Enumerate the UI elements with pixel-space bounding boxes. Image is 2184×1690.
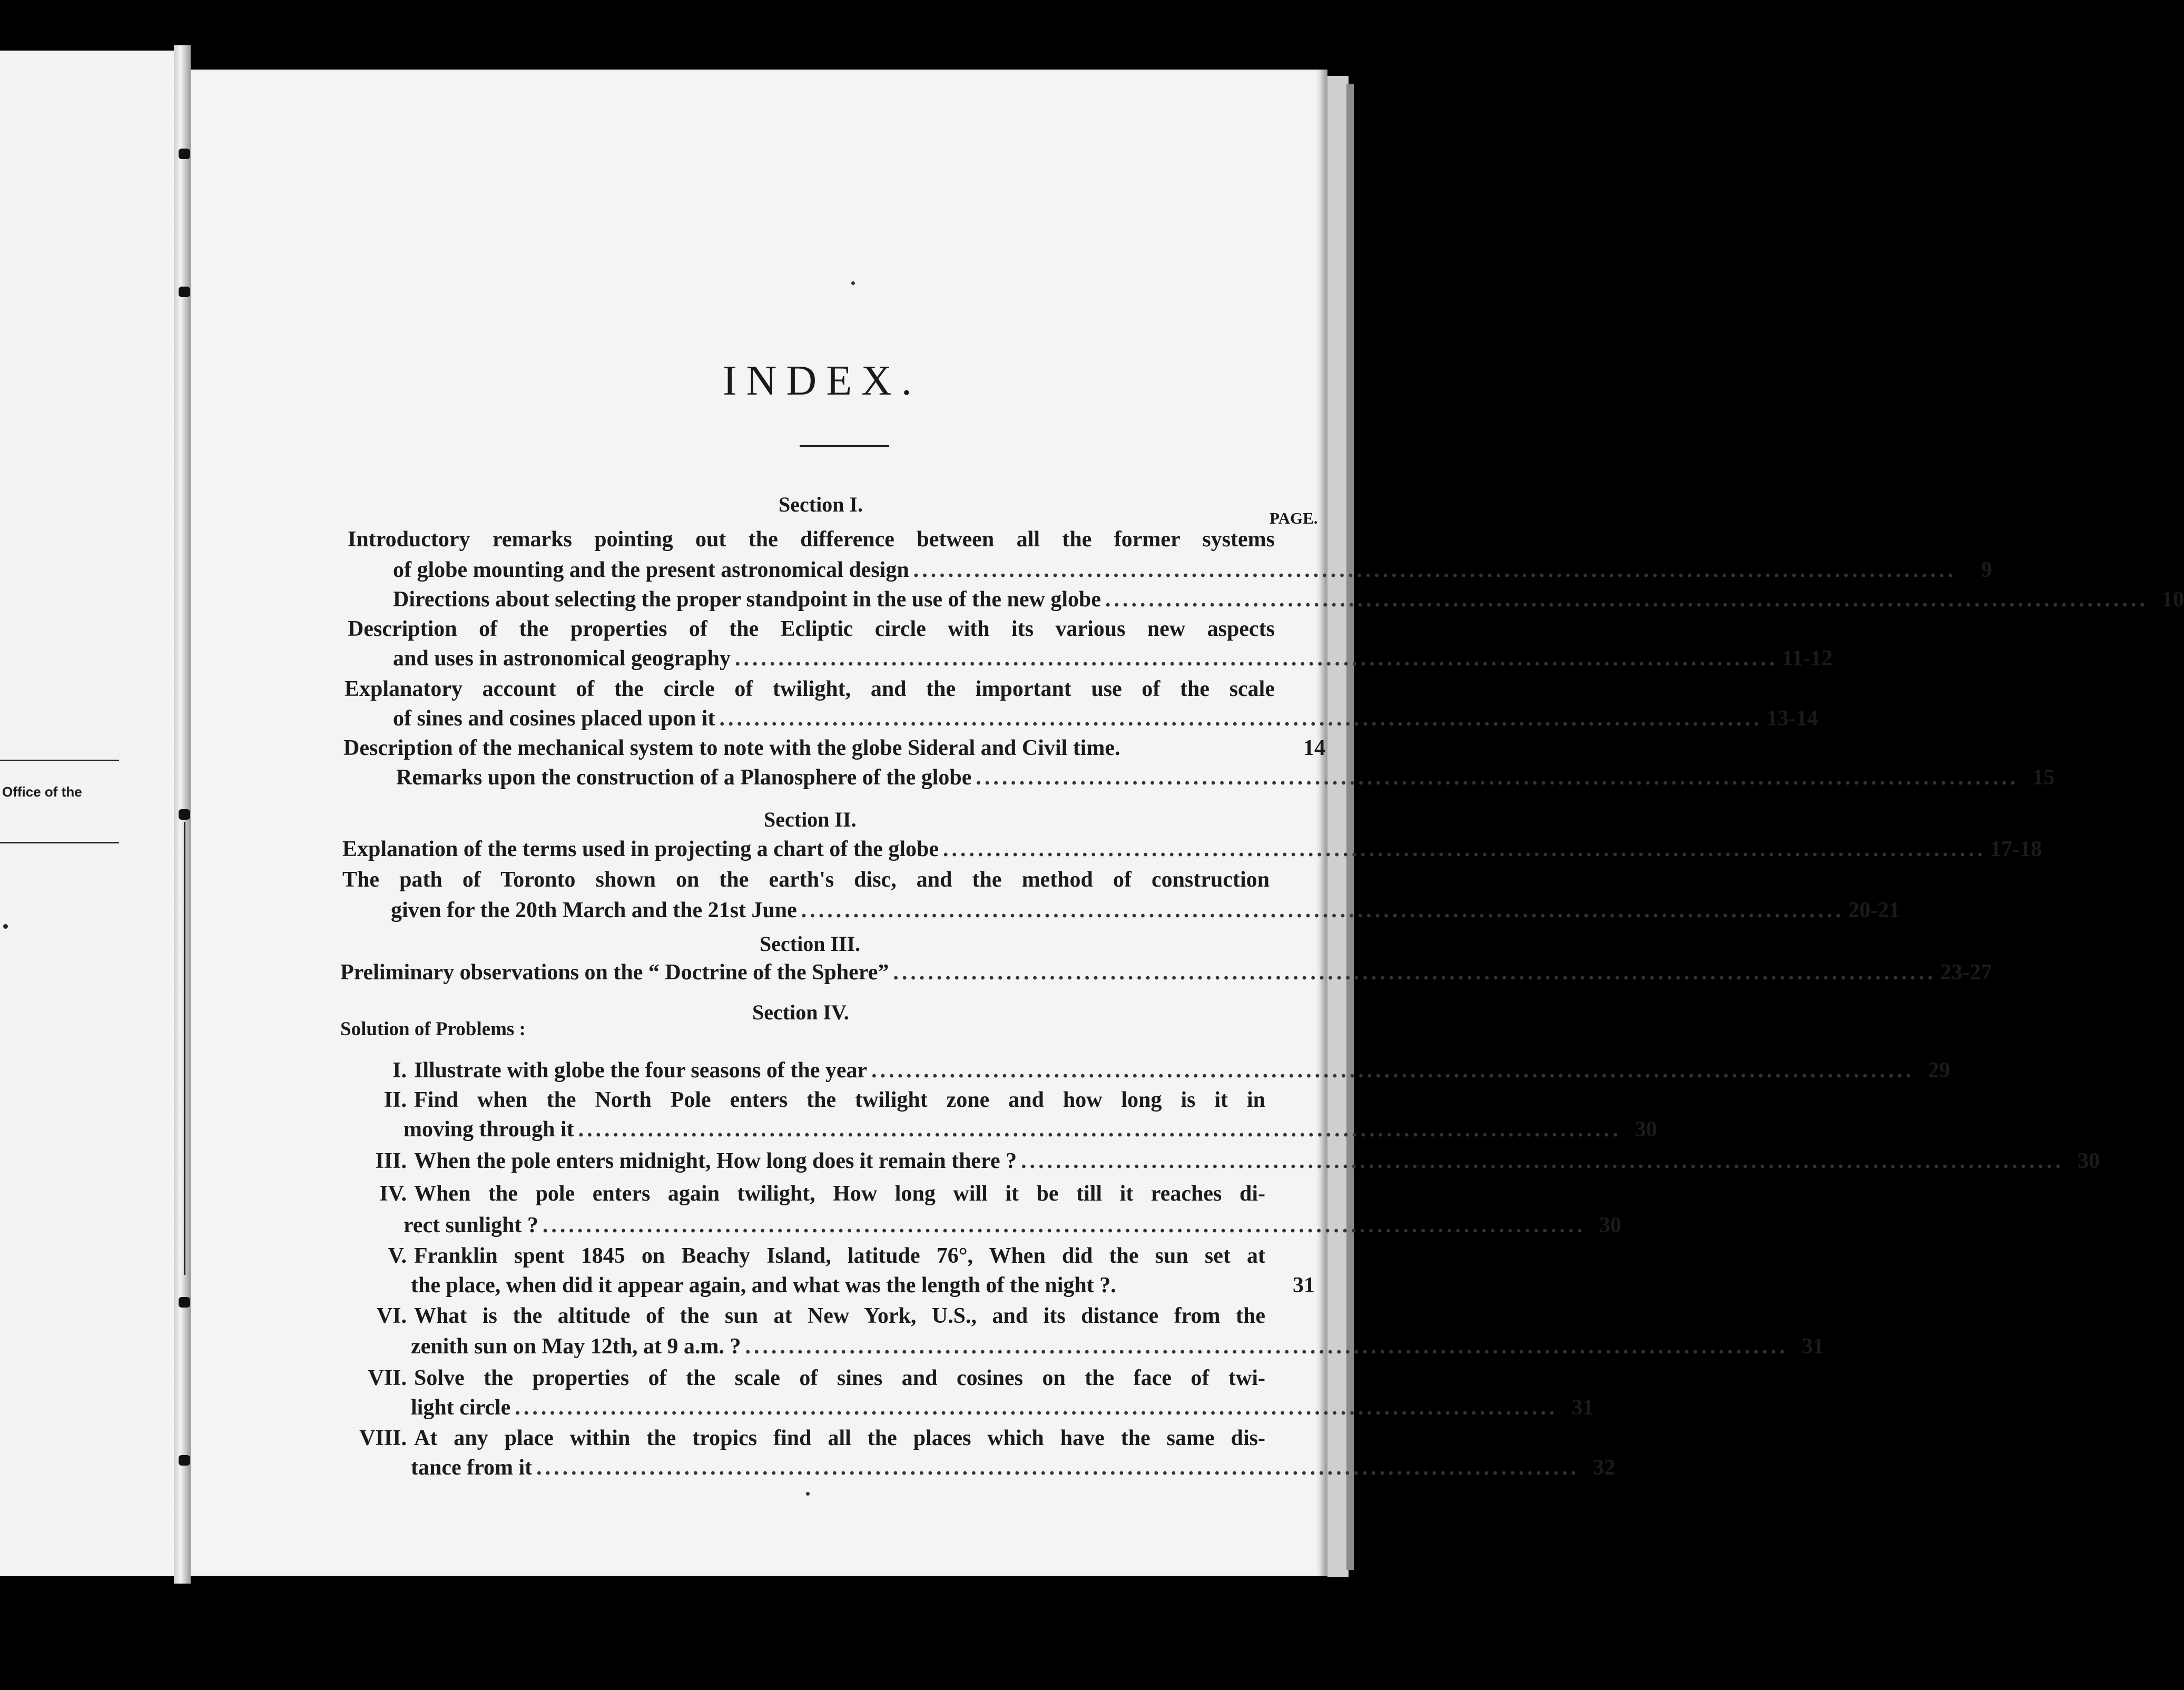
entry-text: the place, when did it appear again, and what was the length of the night ?. [411, 1273, 1116, 1298]
entry-text: of sines and cosines placed upon it [393, 706, 715, 731]
dot-leader: ........................................................................................................................ [976, 765, 2019, 790]
dot-leader: ........................................................................................................................ [719, 706, 1763, 731]
dot-leader: ........................................................................................................................ [515, 1396, 1558, 1420]
entry-text: Franklin spent 1845 on Beachy Island, latitude 76°, When did the sun set at [414, 1244, 1265, 1268]
index-entry [356, 1364, 1265, 1392]
problem-number: IV. [379, 1182, 407, 1206]
entry-text: Explanation of the terms used in projecting a chart of the globe [342, 837, 939, 861]
entry-page: 31 [1571, 1396, 1594, 1420]
left-page-note: Office of the [2, 784, 82, 800]
dot-leader: ........................................................................................................................ [871, 1058, 1915, 1083]
problem-number: VII. [368, 1366, 407, 1390]
page-column-label: PAGE. [1270, 509, 1318, 527]
dot-leader: ........................................................................................................................ [1021, 1149, 2064, 1173]
index-entry [343, 734, 1325, 762]
problem-number: III. [375, 1149, 407, 1173]
problem-number: I. [392, 1058, 407, 1083]
print-speck [806, 1492, 810, 1496]
index-entry [356, 1180, 1265, 1207]
dot-leader: ........................................................................................................................ [893, 960, 1936, 985]
entry-text: Solve the properties of the scale of sines and cosines on the face of twi- [414, 1366, 1265, 1390]
entry-text: What is the altitude of the sun at New York, U.S., and its distance from the [414, 1304, 1265, 1328]
entry-page: 30 [1599, 1213, 1621, 1237]
dot-leader: ........................................................................................................................ [913, 558, 1956, 582]
index-entry [356, 1147, 2100, 1175]
index-entry [396, 764, 2055, 791]
problem-number: VIII. [359, 1426, 407, 1450]
dot-leader: ........................................................................................................................ [578, 1117, 1621, 1142]
index-entry [391, 897, 1900, 924]
index-entry [411, 1272, 1315, 1299]
dot-leader: ........................................................................................................................ [745, 1334, 1788, 1359]
entry-text: Description of the properties of the Ecliptic circle with its various new aspects [348, 617, 1275, 641]
index-entry [393, 556, 1992, 584]
entry-text: Directions about selecting the proper standpoint in the use of the new globe [393, 587, 1101, 612]
index-entry [348, 526, 1275, 553]
dot-leader: ........................................................................................................................ [536, 1456, 1580, 1480]
index-entry [356, 1057, 1951, 1084]
entry-page: 10 [2162, 587, 2184, 612]
entry-text: Remarks upon the construction of a Planosphere of the globe [396, 765, 972, 790]
index-entry [356, 1242, 1265, 1270]
section-heading: Section III. [760, 932, 861, 956]
entry-text: The path of Toronto shown on the earth's disc, and the method of construction [342, 868, 1270, 892]
dot-leader: ........................................................................................................................ [1105, 587, 2149, 612]
index-entry [393, 645, 1833, 672]
entry-page: 14 [1303, 736, 1325, 760]
entry-text: When the pole enters again twilight, How long will it be till it reaches di- [414, 1182, 1265, 1206]
entry-text: zenith sun on May 12th, at 9 a.m. ? [411, 1334, 741, 1359]
entry-page: 31 [1293, 1273, 1315, 1298]
stitch-mark [179, 287, 190, 297]
index-entry [356, 1424, 1265, 1452]
index-entry [342, 866, 1270, 893]
problem-number: V. [388, 1244, 407, 1268]
dot-leader: ........................................................................................................................ [542, 1213, 1586, 1237]
section-heading: Section I. [779, 493, 863, 516]
section-heading: Section IV. [752, 1000, 849, 1024]
left-page-mark [3, 924, 8, 929]
entry-text: Preliminary observations on the “ Doctrine of the Sphere” [340, 960, 889, 985]
section-heading: Section II. [764, 808, 857, 831]
entry-page: 20-21 [1848, 898, 1900, 922]
stitch-mark [179, 1297, 190, 1308]
dot-leader: ........................................................................................................................ [734, 646, 1778, 671]
title-rule [800, 445, 889, 447]
index-entry [411, 1394, 1594, 1421]
entry-text: and uses in astronomical geography [393, 646, 731, 671]
entry-text: of globe mounting and the present astronomical design [393, 558, 909, 582]
entry-text: At any place within the tropics find all the places which have the same dis- [414, 1426, 1265, 1450]
index-entry [340, 959, 1992, 986]
stitch-mark [179, 809, 190, 820]
index-entry [411, 1454, 1616, 1481]
index-entry [348, 615, 1275, 643]
index-entry [345, 675, 1275, 703]
print-speck [851, 281, 855, 285]
index-entry [356, 1086, 1265, 1114]
problem-number: VI. [376, 1304, 407, 1328]
entry-page: 23-27 [1940, 960, 1992, 985]
entry-text: light circle [411, 1396, 511, 1420]
entry-text: Description of the mechanical system to note with the globe Sideral and Civil time. [343, 736, 1120, 760]
left-page-rule-top [0, 760, 119, 761]
entry-page: 30 [1635, 1117, 1657, 1142]
entry-text: Explanatory account of the circle of twilight, and the important use of the scale [345, 677, 1275, 701]
solution-of-problems-label: Solution of Problems : [340, 1018, 526, 1040]
index-entry [404, 1116, 1657, 1143]
binding-thread [184, 822, 185, 1275]
entry-page: 15 [2032, 765, 2055, 790]
entry-text: rect sunlight ? [404, 1213, 538, 1237]
left-page-rule-bottom [0, 842, 119, 843]
entry-page: 13-14 [1766, 706, 1818, 731]
entry-page: 32 [1593, 1456, 1616, 1480]
page-title: INDEX. [723, 358, 921, 404]
index-entry [404, 1212, 1621, 1239]
entry-text: tance from it [411, 1456, 533, 1480]
dot-leader: ........................................................................................................................ [943, 837, 1986, 861]
entry-page: 11-12 [1782, 646, 1833, 671]
entry-page: 17-18 [1990, 837, 2042, 861]
entry-text: Introductory remarks pointing out the difference between all the former systems [348, 527, 1275, 552]
entry-text: Illustrate with globe the four seasons of the year [414, 1058, 868, 1083]
index-entry [411, 1333, 1824, 1360]
left-page [0, 51, 185, 1576]
entry-page: 9 [1981, 558, 1992, 582]
index-entry [393, 586, 2184, 613]
entry-text: moving through it [404, 1117, 574, 1142]
problem-number: II. [383, 1088, 407, 1112]
stitch-mark [179, 1455, 190, 1466]
index-entry [393, 705, 1818, 732]
entry-page: 30 [2078, 1149, 2100, 1173]
entry-text: given for the 20th March and the 21st June [391, 898, 797, 922]
entry-text: Find when the North Pole enters the twilight zone and how long is it in [414, 1088, 1265, 1112]
entry-page: 29 [1928, 1058, 1951, 1083]
index-entry [342, 836, 2042, 863]
index-entry [356, 1302, 1265, 1330]
entry-text: When the pole enters midnight, How long does it remain there ? [414, 1149, 1017, 1173]
entry-page: 31 [1802, 1334, 1824, 1359]
stitch-mark [179, 149, 190, 159]
dot-leader: ........................................................................................................................ [801, 898, 1844, 922]
